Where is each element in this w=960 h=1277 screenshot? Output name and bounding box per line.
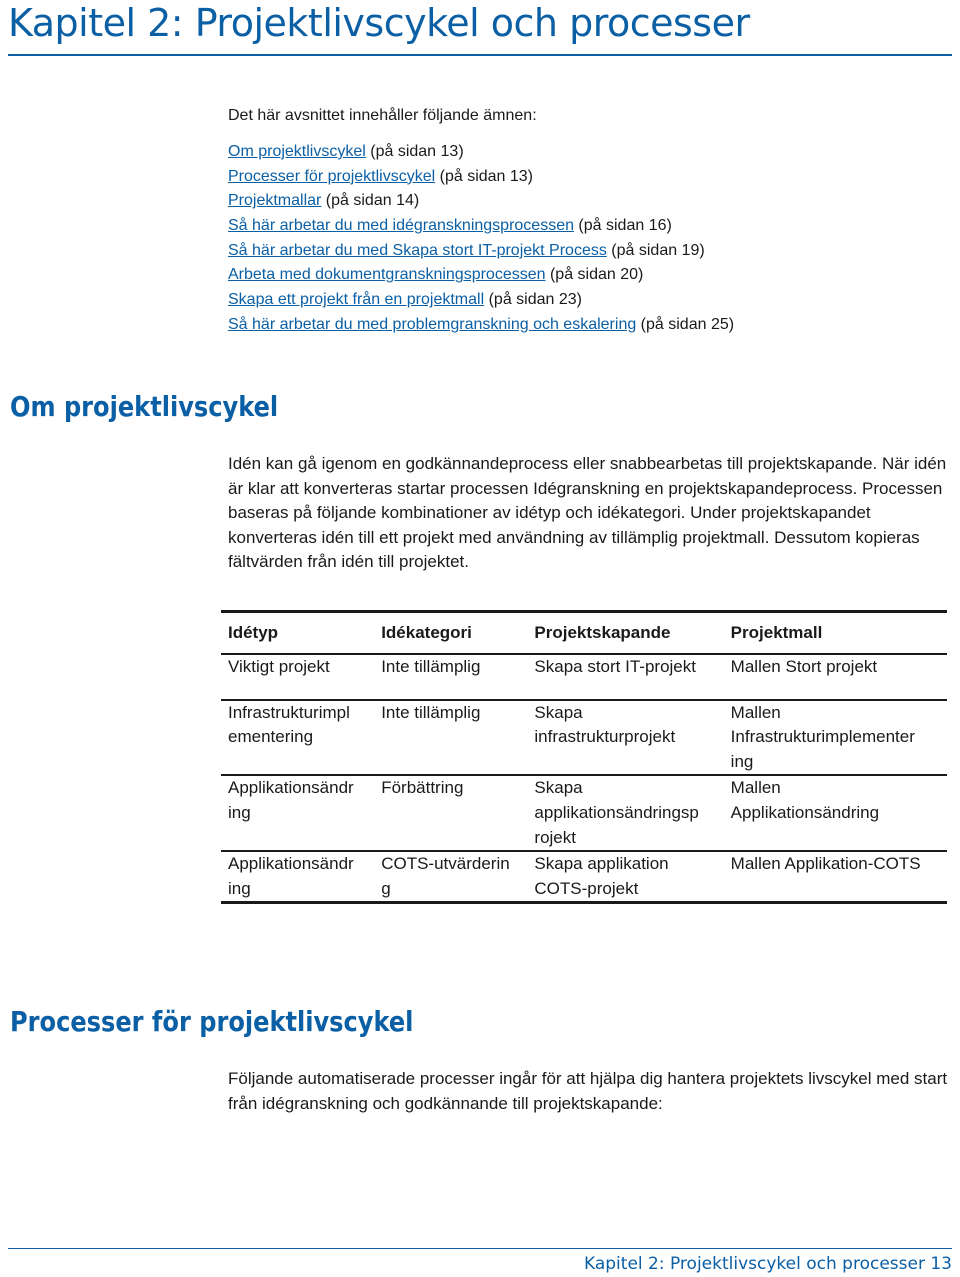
toc-link-skapa-stort-it-projekt[interactable]: Så här arbetar du med Skapa stort IT-projekt Process	[228, 241, 607, 259]
table-cell: Skapa stort IT-projekt	[534, 657, 696, 676]
toc-link-processer[interactable]: Processer för projektlivscykel	[228, 167, 436, 185]
toc-page-ref: (på sidan 25)	[636, 315, 735, 333]
footer-page-number: 13	[930, 1254, 952, 1274]
toc-item	[228, 288, 734, 313]
table-header-row	[221, 612, 947, 655]
table-cell: Skapa applikationsändringsp rojekt	[527, 775, 723, 851]
table-header-cell: Idékategori	[374, 612, 527, 655]
toc-item	[228, 239, 734, 264]
toc-page-ref: (på sidan 16)	[573, 217, 672, 235]
table-cell: Infrastrukturimpl ementering	[221, 700, 374, 776]
table-cell: Inte tillämplig	[374, 700, 527, 776]
toc-page-ref: (på sidan 13)	[435, 167, 534, 185]
table-cell: Applikationsändr ing	[221, 775, 374, 851]
idea-to-project-table	[221, 610, 947, 904]
topics-list	[228, 140, 734, 338]
table-spacer	[221, 680, 947, 700]
section-title-processer: Processer för projektlivscykel	[10, 1005, 414, 1038]
section-body-processer: Följande automatiserade processer ingår för att hjälpa dig hantera projektets livscykel med start från idégranskning och godkännande till projektskapande:	[228, 1069, 948, 1113]
table-spacer-row	[221, 680, 947, 700]
table-cell: Förbättring	[374, 775, 527, 851]
table-cell: Viktigt projekt	[228, 657, 330, 676]
table-cell: Mallen Applikation-COTS	[724, 851, 947, 903]
footer-rule	[8, 1248, 952, 1249]
table-cell: Skapa infrastrukturprojekt	[527, 700, 723, 776]
toc-link-skapa-projekt-fran-mall[interactable]: Skapa ett projekt från en projektmall	[228, 291, 485, 309]
title-rule	[8, 54, 952, 56]
footer-chapter-label: Kapitel 2: Projektlivscykel och processer	[584, 1254, 925, 1274]
table-header-cell: Projektskapande	[527, 612, 723, 655]
toc-page-ref: (på sidan 23)	[484, 291, 582, 309]
toc-item	[228, 165, 734, 190]
toc-item	[228, 189, 734, 214]
toc-link-dokumentgranskning[interactable]: Arbeta med dokumentgranskningsprocessen	[228, 266, 546, 284]
table-row	[221, 775, 947, 851]
table-cell: Skapa applikation COTS-projekt	[527, 851, 723, 903]
toc-page-ref: (på sidan 14)	[321, 192, 420, 210]
table-cell: Applikationsändr ing	[221, 851, 374, 903]
section-title-om-projektlivscykel: Om projektlivscykel	[10, 390, 279, 423]
table-header-cell: Projektmall	[724, 612, 947, 655]
table-cell: Mallen Infrastrukturimplementer ing	[724, 700, 947, 776]
table-cell: Mallen Applikationsändring	[724, 775, 947, 851]
toc-page-ref: (på sidan 13)	[365, 143, 464, 160]
table-cell: COTS-utvärderin g	[374, 851, 527, 903]
table-header-cell: Idétyp	[221, 612, 374, 655]
toc-item	[228, 313, 734, 338]
topics-intro: Det här avsnittet innehåller följande ämnen:	[228, 107, 537, 124]
table-row	[221, 700, 947, 776]
section-body-om-projektlivscykel: Idén kan gå igenom en godkännandeprocess eller snabbearbetas till projektskapande. När idén är klar att konverteras startar processen Idégranskning en projektskapandeprocess. Processen baseras på följande kombinationer av idétyp och idékategori. Under projektskapandet konverteras idén till ett projekt med användning av tillämplig projektmall. Dessutom kopieras fältvärden från idén till projektet.	[228, 454, 947, 572]
toc-item	[228, 263, 734, 288]
page-footer	[584, 1252, 952, 1276]
toc-item	[228, 214, 734, 239]
table-cell: Mallen Stort projekt	[730, 657, 878, 676]
toc-page-ref: (på sidan 19)	[606, 241, 705, 259]
toc-page-ref: (på sidan 20)	[545, 266, 644, 284]
table-cell: Inte tillämplig	[381, 657, 481, 676]
toc-link-problemgranskning[interactable]: Så här arbetar du med problemgranskning och eskalering	[228, 315, 637, 333]
toc-link-om-projektlivscykel[interactable]: Om projektlivscykel	[228, 143, 366, 160]
toc-item	[228, 140, 734, 165]
chapter-title: Kapitel 2: Projektlivscykel och processer	[8, 1, 750, 45]
toc-link-projektmallar[interactable]: Projektmallar	[228, 192, 322, 210]
toc-link-idegranskning[interactable]: Så här arbetar du med idégranskningsprocessen	[228, 217, 574, 235]
table-row	[221, 851, 947, 903]
table-row	[221, 654, 947, 680]
